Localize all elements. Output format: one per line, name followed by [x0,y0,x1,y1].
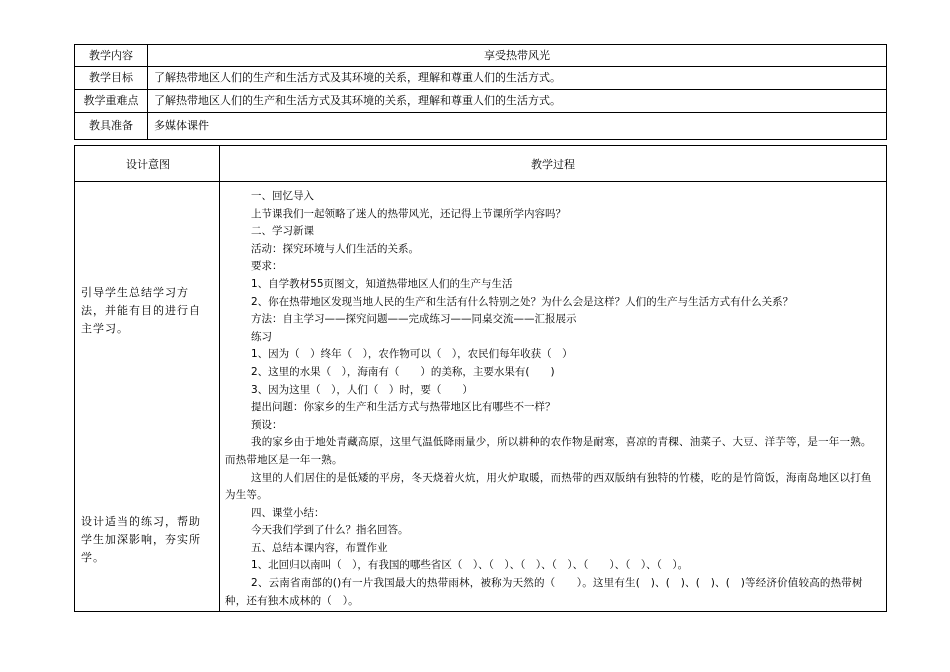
process-content [221,183,885,610]
design-intent-note-1: 引导学生总结学习方法，并能有目的进行自主学习。 [81,286,201,335]
value-teaching-content: 享受热带风光 [148,45,887,67]
header-teaching-process: 教学过程 [220,146,887,182]
label-materials: 教具准备 [75,113,148,140]
process-line: 今天我们学到了什么？指名回答。 [251,524,409,537]
process-line: 五、总结本课内容，布置作业 [251,541,388,554]
process-line: 一、回忆导入 [251,190,314,202]
process-line: 提出问题：你家乡的生产和生活方式与热带地区比有哪些不一样？ [251,401,556,414]
process-header-row [75,146,887,182]
teaching-process-cell [220,182,887,612]
process-line: 活动：探究环境与人们生活的关系。 [251,242,419,255]
design-intent-cell [75,182,220,612]
process-line: 四、课堂小结： [251,506,325,519]
process-paragraph: 这里的人们居住的是低矮的平房，冬天烧着火炕，用火炉取暖，而热带的西双版纳有独特的竹楼，吃的是竹筒饭，海南岛地区以打鱼为生等。 [225,471,872,502]
info-row-key-points [75,90,887,113]
info-row-content [75,45,887,67]
process-line: 要求： [251,260,283,273]
label-teaching-goal: 教学目标 [75,67,148,90]
process-line: 2、这里的水果（ ），海南有（ ）的美称，主要水果有( ) [251,365,555,378]
process-line: 上节课我们一起领略了迷人的热带风光，还记得上节课所学内容吗？ [251,207,566,220]
teaching-process-table [74,145,887,612]
value-materials: 多媒体课件 [148,113,887,140]
process-line: 预设： [251,418,283,431]
process-line: 1、自学教材55页图文，知道热带地区人们的生产与生活 [251,277,513,290]
value-teaching-goal: 了解热带地区人们的生产和生活方式及其环境的关系，理解和尊重人们的生活方式。 [148,67,887,90]
header-design-intent: 设计意图 [75,146,220,182]
process-paragraph: 2、云南省南部的()有一片我国最大的热带雨林，被称为天然的（ ）。这里有生( )、( )、( )、( )等经济价值较高的热带树种，还有独木成林的（ ）。 [225,577,863,607]
process-line: 1、因为（ ）终年（ ），农作物可以（ ），农民们每年收获（ ） [251,348,573,361]
process-line: 2、你在热带地区发现当地人民的生产和生活有什么特别之处？为什么会是这样？人们的生产与生活方式有什么关系？ [251,295,794,308]
label-teaching-content: 教学内容 [75,45,148,67]
info-row-goal [75,67,887,90]
label-key-points: 教学重难点 [75,90,148,113]
process-line: 二、学习新课 [251,225,314,238]
lesson-info-table [74,44,887,140]
process-paragraph: 我的家乡由于地处青藏高原，这里气温低降雨量少，所以耕种的农作物是耐寒，喜凉的青稞、油菜子、大豆、洋芋等，是一年一熟。而热带地区是一年一熟。 [225,436,872,466]
process-line: 1、北回归以南叫（ ），有我国的哪些省区（ ）、（ ）、（ ）、（ ）、（ ）、（ ）、（ ）。 [251,559,689,572]
value-key-points: 了解热带地区人们的生产和生活方式及其环境的关系，理解和尊重人们的生活方式。 [148,90,887,113]
process-line: 方法：自主学习——探究问题——完成练习——同桌交流——汇报展示 [251,313,577,326]
process-line: 3、因为这里（ ），人们（ ）时，要（ ） [251,383,473,396]
design-intent-note-2: 设计适当的练习，帮助学生加深影响，夯实所学。 [81,515,201,564]
process-body-row [75,182,887,612]
process-line: 练习 [251,330,272,343]
info-row-materials [75,113,887,140]
